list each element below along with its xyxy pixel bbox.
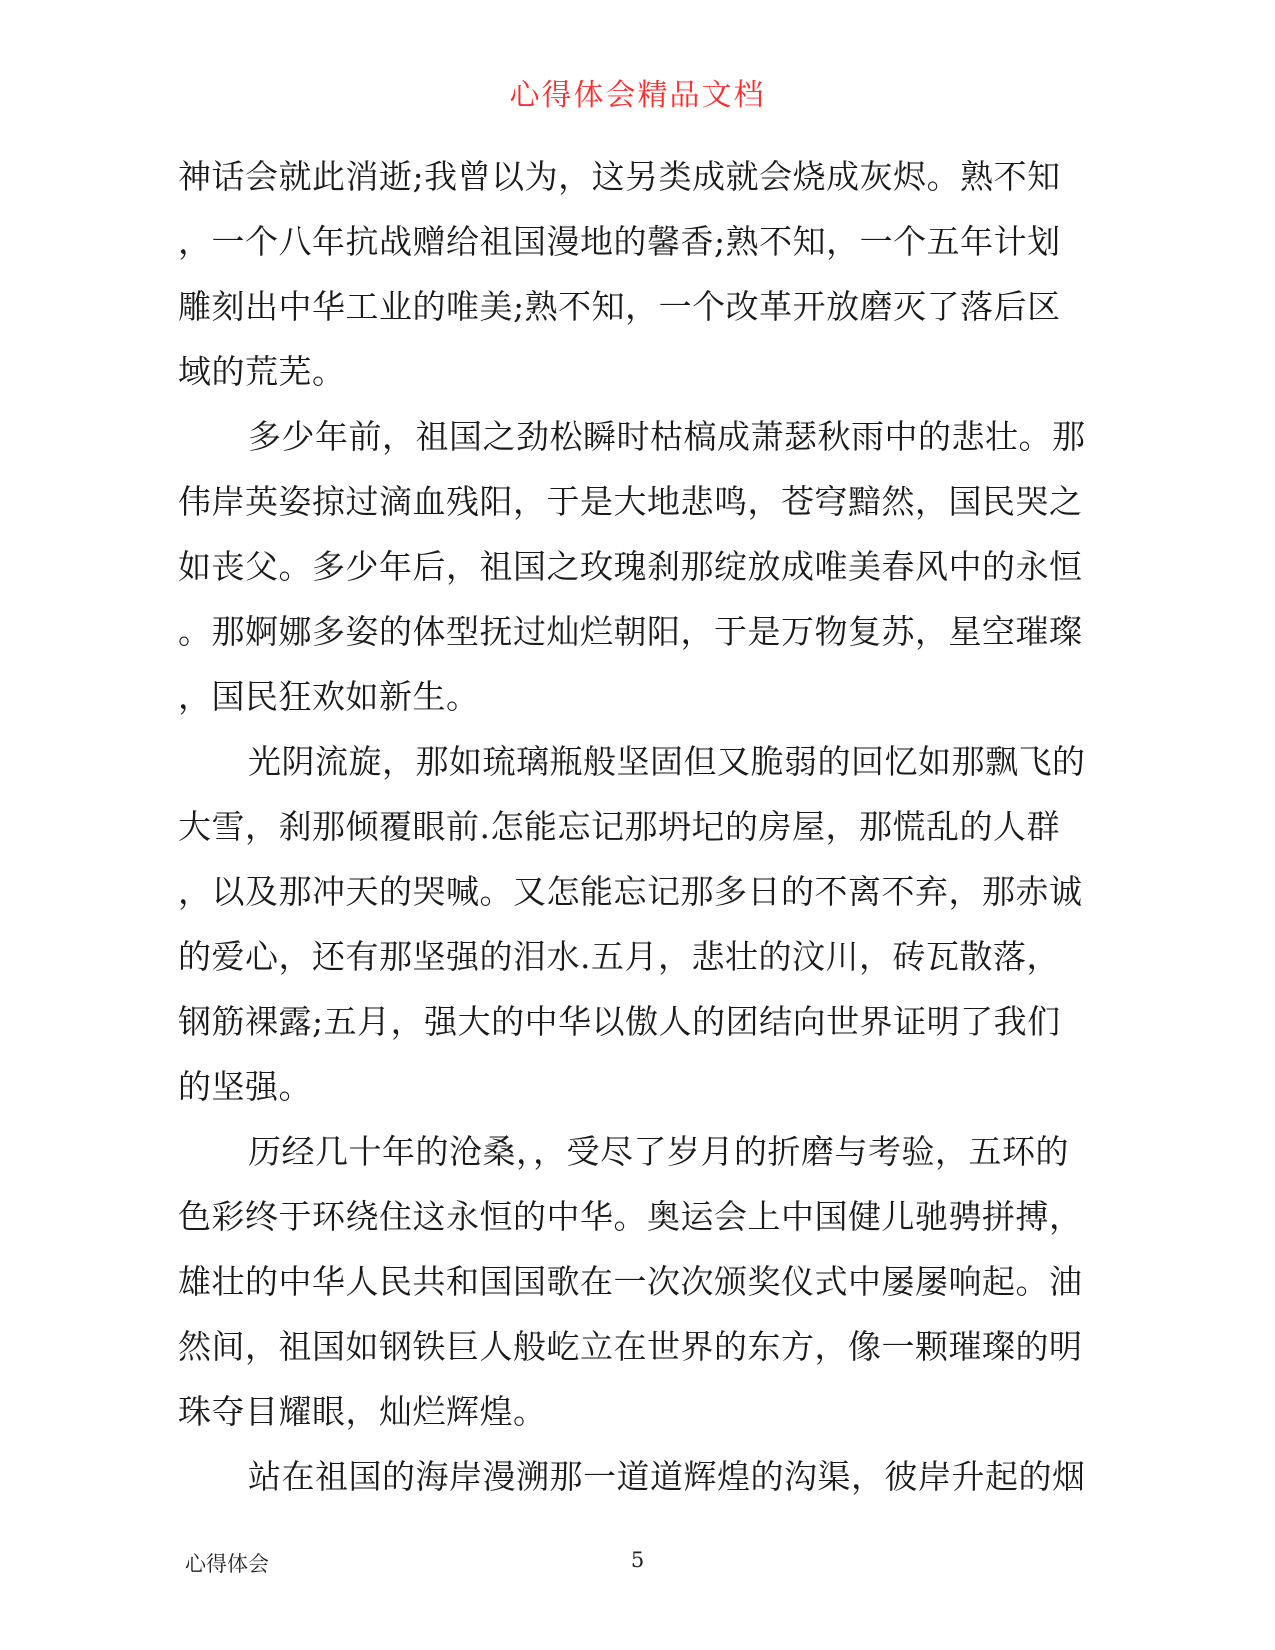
body-line: 珠夺目耀眼，灿烂辉煌。 (178, 1392, 547, 1431)
body-line: 多少年前，祖国之劲松瞬时枯槁成萧瑟秋雨中的悲壮。那 (248, 417, 1086, 456)
body-line: 雄壮的中华人民共和国国歌在一次次颁奖仪式中屡屡响起。油 (178, 1262, 1083, 1301)
page-header (0, 70, 1275, 114)
page-footer (0, 1548, 1275, 1578)
body-line: 的坚强。 (178, 1067, 312, 1106)
body-line: 域的荒芜。 (178, 352, 346, 391)
body-line: 色彩终于环绕住这永恒的中华。奥运会上中国健儿驰骋拼搏， (178, 1197, 1083, 1236)
body-line: ，国民狂欢如新生。 (178, 677, 480, 716)
body-line: 的爱心，还有那坚强的泪水.五月，悲壮的汶川，砖瓦散落， (178, 937, 1060, 976)
body-line: 钢筋裸露;五月，强大的中华以傲人的团结向世界证明了我们 (178, 1002, 1061, 1041)
body-line: 历经几十年的沧桑，，受尽了岁月的折磨与考验，五环的 (248, 1132, 1069, 1171)
footer-page-number: 5 (630, 1548, 645, 1572)
body-line: 然间，祖国如钢铁巨人般屹立在世界的东方，像一颗璀璨的明 (178, 1327, 1083, 1366)
body-line: 大雪，刹那倾覆眼前.怎能忘记那坍圮的房屋，那慌乱的人群 (178, 807, 1060, 846)
body-line: 站在祖国的海岸漫溯那一道道辉煌的沟渠，彼岸升起的烟 (248, 1457, 1086, 1496)
header-title: 心得体会精品文档 (509, 78, 766, 113)
body-line: 神话会就此消逝;我曾以为，这另类成就会烧成灰烬。熟不知 (178, 157, 1061, 196)
body-line: ，以及那冲天的哭喊。又怎能忘记那多日的不离不弃，那赤诚 (178, 872, 1083, 911)
body-line: 。那婀娜多姿的体型抚过灿烂朝阳，于是万物复苏，星空璀璨 (178, 612, 1083, 651)
body-line: 雕刻出中华工业的唯美;熟不知，一个改革开放磨灭了落后区 (178, 287, 1061, 326)
body-line: 如丧父。多少年后，祖国之玫瑰刹那绽放成唯美春风中的永恒 (178, 547, 1083, 586)
body-line: ，一个八年抗战赠给祖国漫地的馨香;熟不知，一个五年计划 (178, 222, 1061, 261)
body-line: 光阴流旋，那如琉璃瓶般坚固但又脆弱的回忆如那飘飞的 (248, 742, 1086, 781)
document-body (178, 144, 1086, 1509)
body-line: 伟岸英姿掠过滴血残阳，于是大地悲鸣，苍穹黯然，国民哭之 (178, 482, 1083, 521)
footer-doc-label: 心得体会 (185, 1552, 269, 1576)
